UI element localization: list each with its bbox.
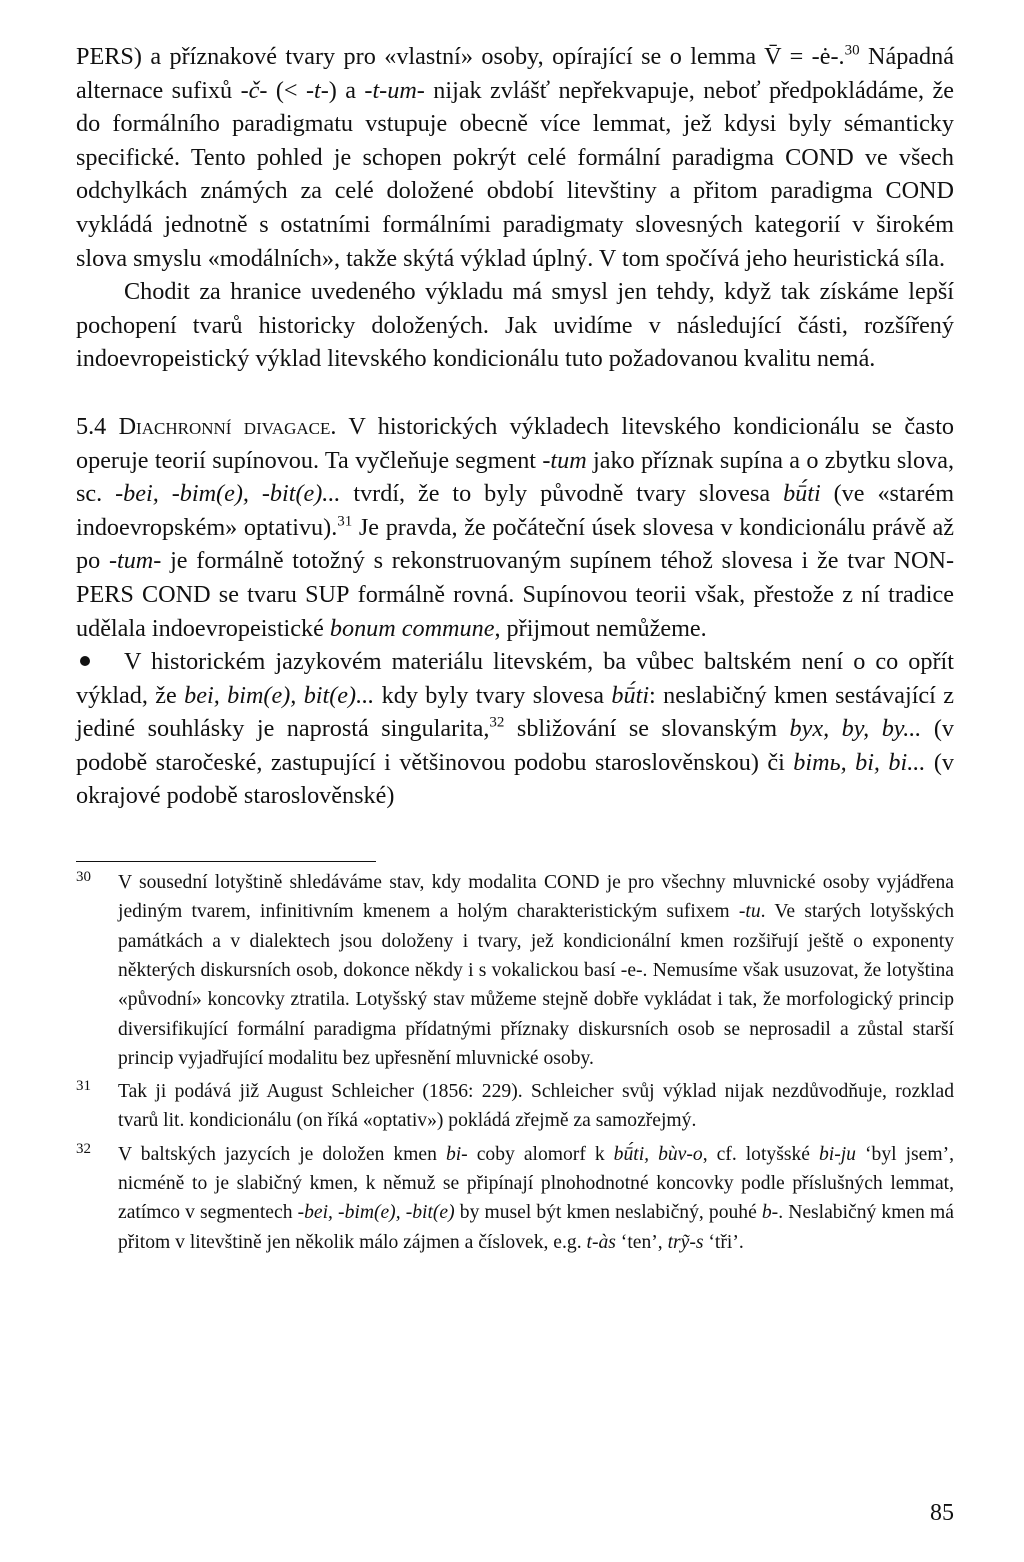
footnote-ref-32: 32	[489, 714, 505, 731]
footnote-divider	[76, 861, 376, 862]
gloss-cond: COND	[885, 177, 954, 205]
lemma-symbol: V̄	[764, 43, 782, 70]
section-number: 5.4	[76, 412, 107, 440]
gloss-cond: COND	[785, 143, 854, 171]
paragraph-2: Chodit za hranice uvedeného výkladu má smysl jen tehdy, když tak získáme lepší pochopení tvarů historicky doložených. Jak uvidíme v následující části, rozšířený indoevropeistický výklad litevského kondicionálu tuto požadovanou kvalitu nemá.	[76, 278, 954, 373]
footnote-number: 32	[76, 1140, 91, 1157]
section-5-4: 5.4 Diachronní divagace. V historických výkladech litevského kondicionálu se často operuje teorií supínovou. Ta vyčleňuje segment -tum jako příznak supína a o zbytku slova, sc. -bei, -bim(e), -bit(e)... tvrdí, že to byly původně tvary slovesa bū́ti (ve «starém indoevropském» optativu).$^{31}$ Je pravda, že počáteční úsek slovesa v kondicionálu právě až po -tum- je formálně totožný s rekonstruovaným supínem téhož slovesa i že tvar NON-PERS COND se tvaru SUP formálně rovná. Supínovou teorii však, přestože z ní tradice udělala indoevropeistické bonum commune, přijmout nemůžeme.	[76, 412, 955, 642]
gloss-sup: SUP	[305, 580, 350, 608]
footnote-ref-31: 31	[337, 513, 353, 530]
paragraph-1: PERS) a příznakové tvary pro «vlastní» osoby, opírající se o lemma V̄ = -ė-.$^{30}$ Nápadná alternace sufixů -č- (< -t-) a -t-um- nijak zvlášť nepřekvapuje, neboť předpokládáme, že do formálního paradigmatu vstupuje obecně více lemmat, jež kdysi byly sémanticky specifické. Tento pohled je schopen pokrýt celé formální paradigma COND ve všech odchylkách známých za celé doložené období litevštiny a přitom paradigma COND vykládá jednotně s ostatními formálními paradigmaty slovesných kategorií v širokém slova smyslu «modálních», takže skýtá výklad úplný. V tom spočívá jeho heuristická síla.	[76, 42, 955, 272]
bullet-paragraph: V historickém jazykovém materiálu litevském, ba vůbec baltském není o co opřít výklad, že bei, bim(e), bit(e)... kdy byly tvary slovesa bū́ti: neslabičný kmen sestávající z jediné souhlásky je naprostá singularita,$^{32}$ sbližování se slovanským byx, by, by... (v podobě staročeské, zastupující i většinovou podobu staroslověnskou) či bimь, bi, bi... (v okrajové podobě staroslověnské)	[76, 648, 955, 810]
section-heading: Diachronní divagace.	[118, 412, 337, 440]
page-number: 85	[930, 1500, 954, 1526]
gloss-non-pers-cond: NON-PERS COND	[76, 547, 955, 608]
bullet-icon	[80, 656, 90, 666]
footnote-number: 30	[76, 869, 91, 886]
gloss-pers: PERS	[76, 43, 134, 70]
footnote-32: 32 V baltských jazycích je doložen kmen bi- coby alomorf k bū́ti, bùv-o, cf. lotyšské bi-ju ‘byl jsem’, nicméně to je slabičný kmen, k němuž se připínají plnohodnotné koncovky podle příslušných lemmat, zatímco v segmentech -bei, -bim(e), -bit(e) by musel být kmen neslabičný, pouhé b-. Neslabičný kmen má přitom v litevštině jen několik málo zájmen a číslovek, e.g. t-às ‘ten’, trỹ-s ‘tři’.	[76, 1140, 954, 1257]
footnote-30: 30 V sousední lotyštině shledáváme stav, kdy modalita COND je pro všechny mluvnické osoby vyjádřena jediným tvarem, infinitivním kmenem a holým charakteristickým sufixem -tu. Ve starých lotyšských památkách a v dialektech jsou doloženy i tvary, jež kondicionální kmen rozšiřují ještě o exponenty některých diskursních osob, dokonce někdy i s vokalickou basí -e-. Nemusíme však usuzovat, že lotyština «původní» koncovky ztratila. Lotyšský stav můžeme stejně dobře vykládat i tak, že morfologický princip diversifikující formální paradigma přídatnými příznaky diskursních osob se neprosadil a zůstal starší princip vyjadřující modalitu bez upřesnění mluvnické osoby.	[76, 868, 954, 1073]
footnote-number: 31	[76, 1078, 91, 1095]
page-body	[76, 40, 954, 1257]
footnote-ref-30: 30	[844, 42, 860, 59]
footnote-31: 31 Tak ji podává již August Schleicher (1856: 229). Schleicher svůj výklad nijak nezdůvodňuje, rozklad tvarů lit. kondicionálu (on říká «optativ») pokládá zřejmě za samozřejmý.	[76, 1077, 954, 1136]
